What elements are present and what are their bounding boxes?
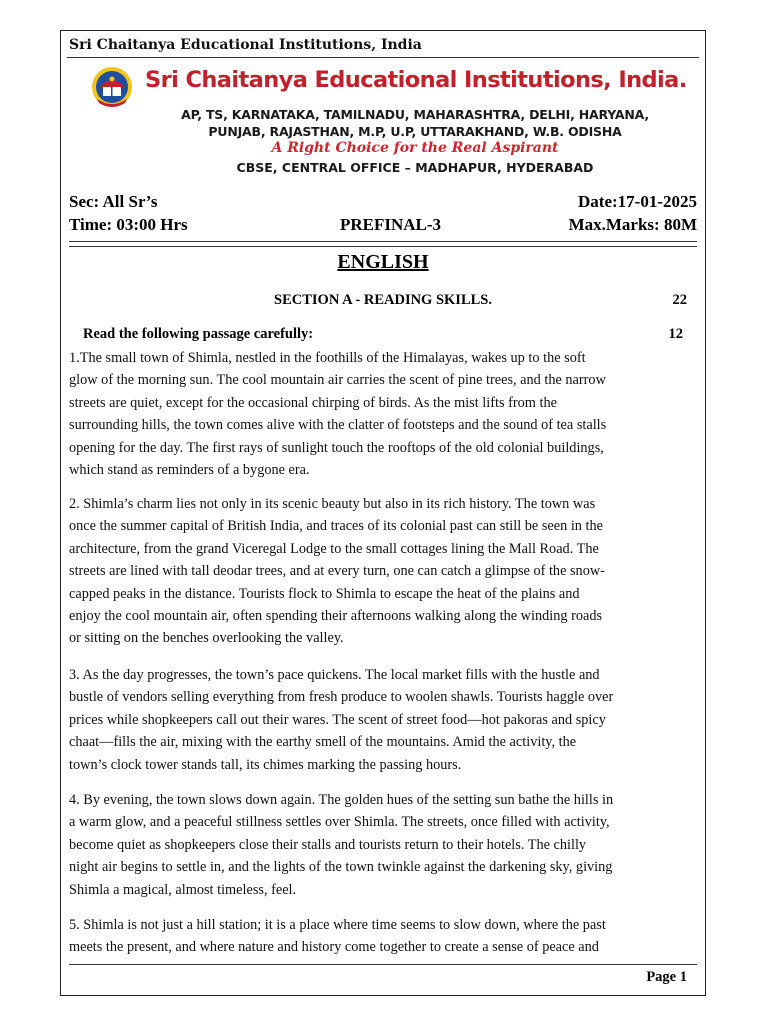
passage-line: opening for the day. The first rays of sunlight touch the rooftops of the old colonial buildings,: [69, 439, 604, 456]
passage-line: 1.The small town of Shimla, nestled in the foothills of the Himalayas, wakes up to the soft: [69, 350, 586, 366]
subject-title: ENGLISH: [337, 251, 429, 273]
exam-date: Date:17-01-2025: [578, 192, 697, 211]
institution-name: Sri Chaitanya Educational Institutions, India.: [145, 67, 687, 93]
passage-line: architecture, from the grand Viceregal Lodge to the small cottages lining the Mall Road. The: [69, 540, 599, 557]
passage-line: glow of the morning sun. The cool mountain air carries the scent of pine trees, and the narrow: [69, 372, 606, 389]
tagline: A Right Choice for the Real Aspirant: [271, 140, 559, 156]
states-line-1: AP, TS, KARNATAKA, TAMILNADU, MAHARASHTRA, DELHI, HARYANA,: [181, 107, 649, 122]
passage-paragraph-5: [69, 914, 703, 959]
passage-line: bustle of vendors selling everything from fresh produce to woolen shawls. Tourists haggle over: [69, 689, 614, 706]
running-header: Sri Chaitanya Educational Institutions, India: [67, 35, 699, 58]
passage-line: surrounding hills, the town comes alive with the clatter of footsteps and the sound of tea stalls: [69, 417, 607, 434]
passage-line: capped peaks in the distance. Tourists flock to Shimla to escape the heat of the plains and: [69, 585, 580, 602]
passage-line: night air begins to settle in, and the lights of the town twinkle against the darkening sky, giving: [69, 859, 613, 876]
passage-line: streets are quiet, except for the occasional chirping of birds. As the mist lifts from the: [69, 394, 557, 411]
instruction-marks: 12: [668, 326, 683, 342]
exam-time: Time: 03:00 Hrs: [69, 215, 188, 234]
exam-name: PREFINAL-3: [340, 215, 442, 234]
passage-paragraph-3: [69, 664, 703, 776]
header-double-rule: [69, 241, 697, 247]
exam-section: Sec: All Sr’s: [69, 192, 158, 211]
passage-paragraph-4: [69, 789, 703, 901]
passage-line: 3. As the day progresses, the town’s pace quickens. The local market fills with the hustle and: [69, 667, 600, 683]
instruction-text: Read the following passage carefully:: [83, 326, 314, 342]
institution-crest-icon: [89, 65, 135, 111]
passage-line: 5. Shimla is not just a hill station; it is a place where time seems to slow down, where the past: [69, 917, 606, 933]
section-marks: 22: [672, 292, 687, 308]
footer-rule: [69, 964, 697, 965]
passage-line: become quiet as shopkeepers close their stalls and tourists return to their hotels. The chilly: [69, 836, 587, 853]
passage-line: 2. Shimla’s charm lies not only in its scenic beauty but also in its rich history. The town was: [69, 496, 596, 512]
passage-line: Shimla a magical, almost timeless, feel.: [69, 881, 297, 898]
central-office: CBSE, CENTRAL OFFICE – MADHAPUR, HYDERABAD: [236, 160, 594, 175]
passage-line: a warm glow, and a peaceful stillness settles over Shimla. The streets, once filled with activity,: [69, 814, 610, 831]
passage-line: chaat—fills the air, mixing with the earthy smell of the mountains. Amid the activity, the: [69, 734, 577, 751]
passage-paragraph-1: [69, 347, 703, 481]
passage-line: once the summer capital of British India, and traces of its colonial past can still be seen in the: [69, 518, 603, 535]
passage-line: 4. By evening, the town slows down again. The golden hues of the setting sun bathe the hills in: [69, 792, 614, 808]
states-line-2: PUNJAB, RAJASTHAN, M.P, U.P, UTTARAKHAND, W.B. ODISHA: [208, 124, 622, 139]
page-frame: [60, 30, 706, 996]
passage-line: prices while shopkeepers call out their wares. The scent of street food—hot pakoras and spicy: [69, 711, 606, 728]
max-marks: Max.Marks: 80M: [568, 215, 697, 234]
page-number: Page 1: [646, 969, 687, 985]
section-title: SECTION A - READING SKILLS.: [274, 292, 492, 308]
passage-line: enjoy the cool mountain air, often spending their afternoons walking along the winding roads: [69, 608, 603, 625]
passage-line: which stand as reminders of a bygone era.: [69, 462, 310, 479]
passage-line: or sitting on the benches overlooking the valley.: [69, 630, 344, 647]
passage-line: streets are lined with tall deodar trees, and at every turn, one can catch a glimpse of the snow-: [69, 563, 605, 580]
passage-line: town’s clock tower stands tall, its chimes marking the passing hours.: [69, 756, 462, 773]
passage-line: meets the present, and where nature and history come together to create a sense of peace and: [69, 939, 599, 956]
passage-paragraph-2: [69, 493, 703, 650]
